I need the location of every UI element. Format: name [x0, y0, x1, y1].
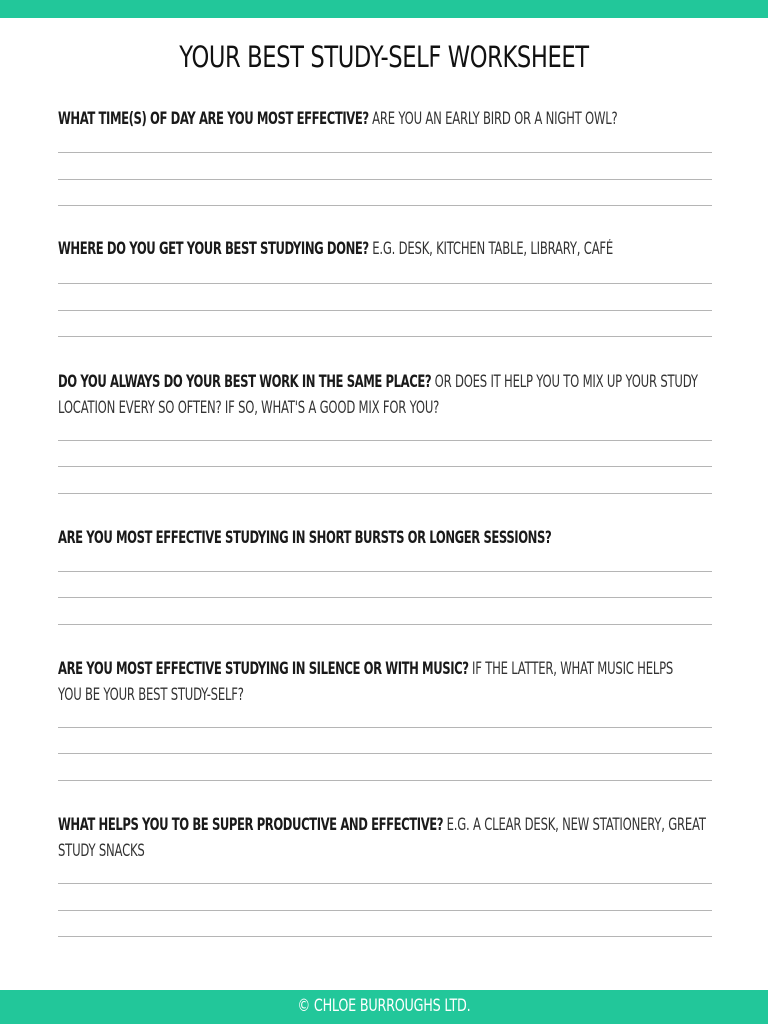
question-1-hint: ARE YOU AN EARLY BIRD OR A NIGHT OWL? — [372, 109, 618, 128]
copyright-text: © CHLOE BURROUGHS LTD. — [297, 996, 471, 1016]
question-3 — [58, 369, 703, 421]
question-1 — [58, 106, 693, 132]
question-5 — [58, 656, 693, 708]
question-3-prompt: DO YOU ALWAYS DO YOUR BEST WORK IN THE SAME PLACE? — [58, 372, 432, 391]
answer-line[interactable] — [58, 179, 712, 180]
question-5-prompt: ARE YOU MOST EFFECTIVE STUDYING IN SILENCE OR WITH MUSIC? — [58, 659, 469, 678]
question-2 — [58, 236, 693, 262]
question-2-hint: E.G. DESK, KITCHEN TABLE, LIBRARY, CAFÉ — [372, 239, 614, 258]
worksheet-title: YOUR BEST STUDY-SELF WORKSHEET — [179, 40, 589, 74]
answer-line[interactable] — [58, 571, 712, 572]
question-6-prompt: WHAT HELPS YOU TO BE SUPER PRODUCTIVE AND EFFECTIVE? — [58, 815, 444, 834]
answer-line[interactable] — [58, 440, 712, 441]
answer-line[interactable] — [58, 310, 712, 311]
answer-line[interactable] — [58, 753, 712, 754]
answer-line[interactable] — [58, 624, 712, 625]
question-6-hint: E.G. A CLEAR DESK, NEW STATIONERY, GREAT STUDY SNACKS — [58, 815, 706, 860]
answer-line[interactable] — [58, 466, 712, 467]
answer-line[interactable] — [58, 283, 712, 284]
answer-line[interactable] — [58, 597, 712, 598]
answer-line[interactable] — [58, 152, 712, 153]
question-4 — [58, 525, 707, 551]
question-6 — [58, 812, 707, 864]
answer-line[interactable] — [58, 780, 712, 781]
answer-line[interactable] — [58, 910, 712, 911]
answer-line[interactable] — [58, 336, 712, 337]
question-2-prompt: WHERE DO YOU GET YOUR BEST STUDYING DONE? — [58, 239, 369, 258]
answer-line[interactable] — [58, 493, 712, 494]
top-accent-bar — [0, 0, 768, 18]
answer-line[interactable] — [58, 936, 712, 937]
question-1-prompt: WHAT TIME(S) OF DAY ARE YOU MOST EFFECTIVE? — [58, 109, 369, 128]
question-3-hint: OR DOES IT HELP YOU TO MIX UP YOUR STUDY LOCATION EVERY SO OFTEN? IF SO, WHAT'S A GOOD MIX FOR YOU? — [58, 372, 698, 417]
answer-line[interactable] — [58, 727, 712, 728]
question-5-hint: IF THE LATTER, WHAT MUSIC HELPS YOU BE YOUR BEST STUDY-SELF? — [58, 659, 674, 704]
answer-line[interactable] — [58, 205, 712, 206]
question-4-prompt: ARE YOU MOST EFFECTIVE STUDYING IN SHORT BURSTS OR LONGER SESSIONS? — [58, 528, 552, 547]
answer-line[interactable] — [58, 883, 712, 884]
